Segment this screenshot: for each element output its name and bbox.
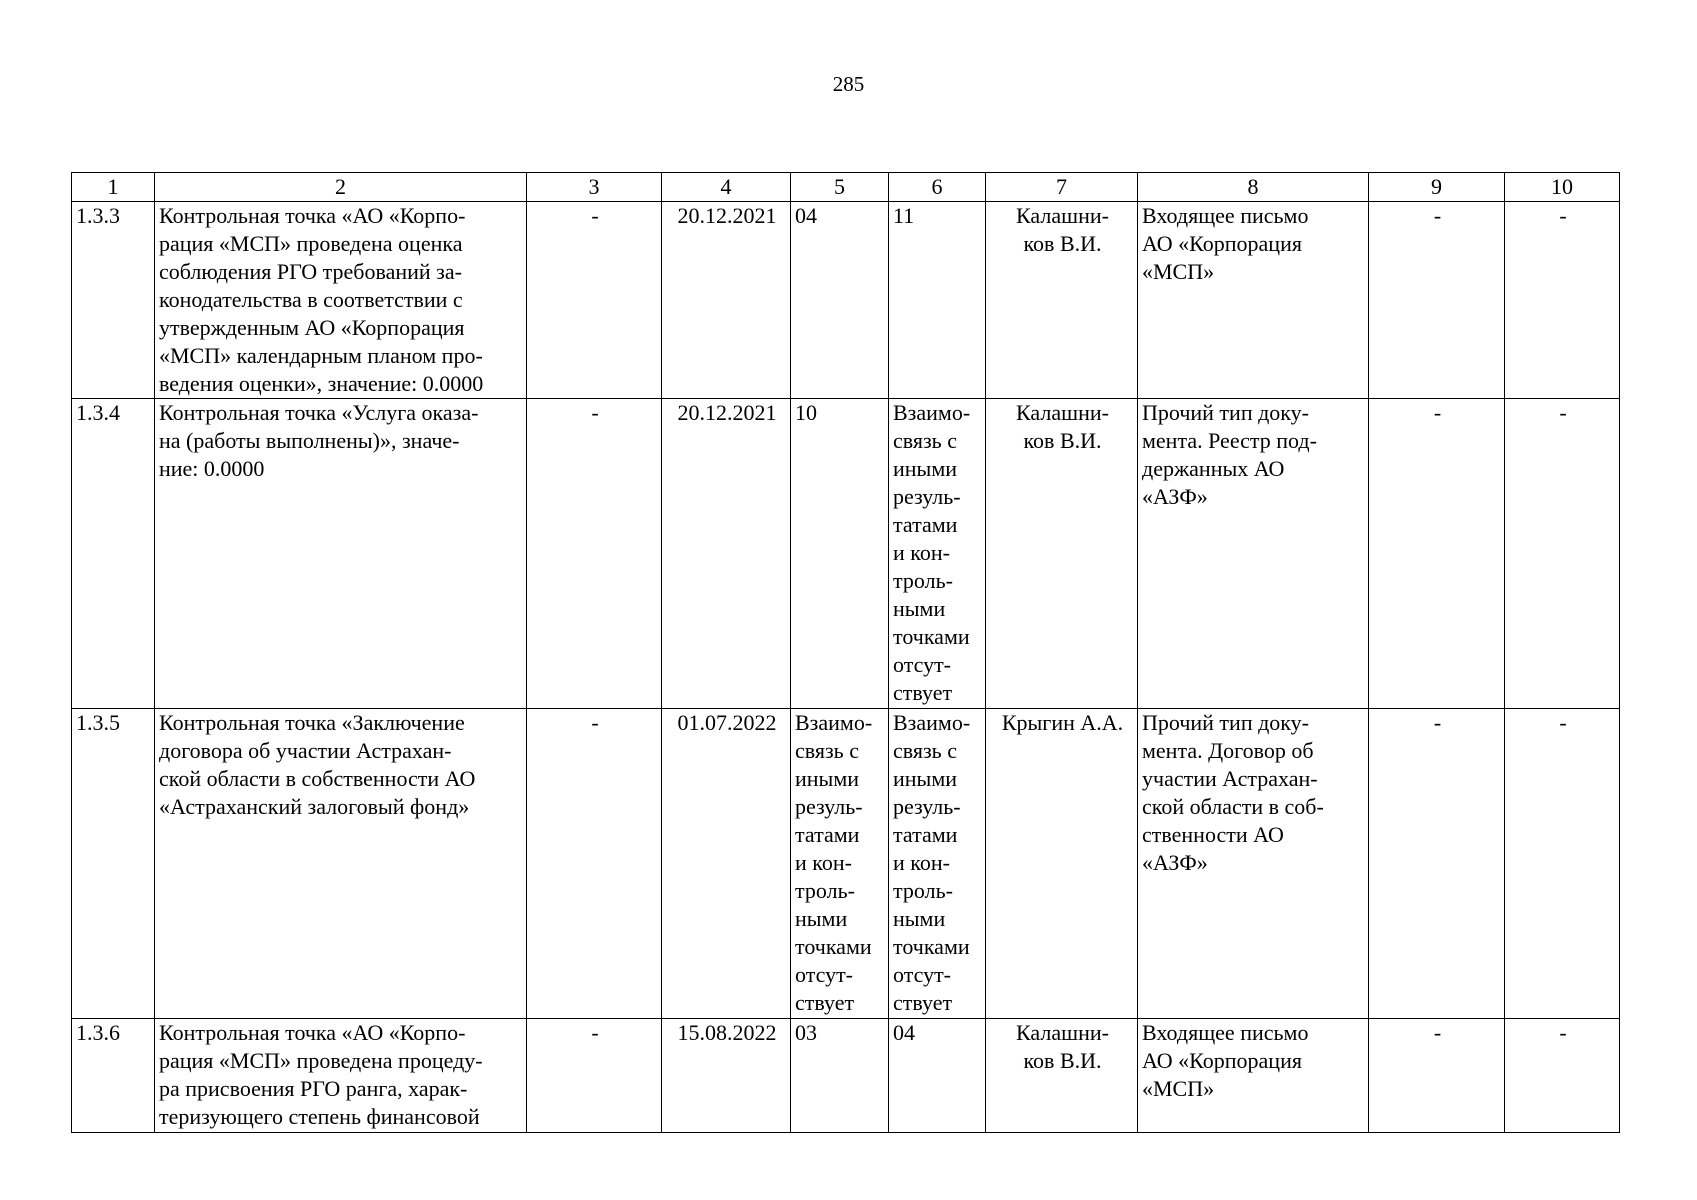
cell-col6: 11 — [889, 202, 986, 399]
cell-col6: 04 — [889, 1019, 986, 1133]
cell-col10: - — [1505, 399, 1620, 709]
cell-col9: - — [1369, 709, 1505, 1019]
column-header: 1 — [72, 173, 155, 202]
date-cell: 20.12.2021 — [662, 202, 791, 399]
table-row — [72, 202, 1620, 399]
page-number: 285 — [832, 72, 865, 96]
document-cell: Прочий тип доку- мента. Договор об участии Астрахан- ской области в соб- ственности АО «АЗФ» — [1138, 709, 1369, 1019]
executor-cell: Калашни- ков В.И. — [986, 202, 1138, 399]
table-row — [72, 1019, 1620, 1133]
cell-col10: - — [1505, 1019, 1620, 1133]
control-points-table — [71, 172, 1620, 1133]
column-header: 10 — [1505, 173, 1620, 202]
control-point-name: Контрольная точка «Заключение договора об участии Астрахан- ской области в собственности АО «Астраханский залоговый фонд» — [155, 709, 527, 1019]
column-header: 7 — [986, 173, 1138, 202]
executor-cell: Крыгин А.А. — [986, 709, 1138, 1019]
column-header: 5 — [791, 173, 889, 202]
cell-col6: Взаимо- связь с иными резуль- татами и кон- троль- ными точками отсут- ствует — [889, 709, 986, 1019]
cell-col3: - — [527, 709, 662, 1019]
cell-col3: - — [527, 202, 662, 399]
column-header: 3 — [527, 173, 662, 202]
executor-cell: Калашни- ков В.И. — [986, 1019, 1138, 1133]
cell-col9: - — [1369, 399, 1505, 709]
column-header: 8 — [1138, 173, 1369, 202]
row-number: 1.3.4 — [72, 399, 155, 709]
document-cell: Входящее письмо АО «Корпорация «МСП» — [1138, 202, 1369, 399]
document-cell: Прочий тип доку- мента. Реестр под- держанных АО «АЗФ» — [1138, 399, 1369, 709]
column-header: 4 — [662, 173, 791, 202]
row-number: 1.3.5 — [72, 709, 155, 1019]
date-cell: 15.08.2022 — [662, 1019, 791, 1133]
cell-col5: 10 — [791, 399, 889, 709]
control-point-name: Контрольная точка «АО «Корпо- рация «МСП» проведена процеду- ра присвоения РГО ранга, харак- теризующего степень финансовой — [155, 1019, 527, 1133]
cell-col5: Взаимо- связь с иными резуль- татами и кон- троль- ными точками отсут- ствует — [791, 709, 889, 1019]
control-point-name: Контрольная точка «АО «Корпо- рация «МСП» проведена оценка соблюдения РГО требований за- конодательства в соответствии с утвержденным АО «Корпорация «МСП» календарным планом про- ведения оценки», значение: 0.0000 — [155, 202, 527, 399]
cell-col10: - — [1505, 202, 1620, 399]
cell-col5: 03 — [791, 1019, 889, 1133]
cell-col6: Взаимо- связь с иными резуль- татами и кон- троль- ными точками отсут- ствует — [889, 399, 986, 709]
column-header: 2 — [155, 173, 527, 202]
column-number-row — [72, 173, 1620, 202]
row-number: 1.3.3 — [72, 202, 155, 399]
document-cell: Входящее письмо АО «Корпорация «МСП» — [1138, 1019, 1369, 1133]
table-row — [72, 709, 1620, 1019]
control-point-name: Контрольная точка «Услуга оказа- на (работы выполнены)», значе- ние: 0.0000 — [155, 399, 527, 709]
table-row — [72, 399, 1620, 709]
cell-col10: - — [1505, 709, 1620, 1019]
cell-col5: 04 — [791, 202, 889, 399]
cell-col9: - — [1369, 1019, 1505, 1133]
date-cell: 01.07.2022 — [662, 709, 791, 1019]
executor-cell: Калашни- ков В.И. — [986, 399, 1138, 709]
column-header: 6 — [889, 173, 986, 202]
cell-col3: - — [527, 1019, 662, 1133]
row-number: 1.3.6 — [72, 1019, 155, 1133]
cell-col9: - — [1369, 202, 1505, 399]
date-cell: 20.12.2021 — [662, 399, 791, 709]
column-header: 9 — [1369, 173, 1505, 202]
cell-col3: - — [527, 399, 662, 709]
